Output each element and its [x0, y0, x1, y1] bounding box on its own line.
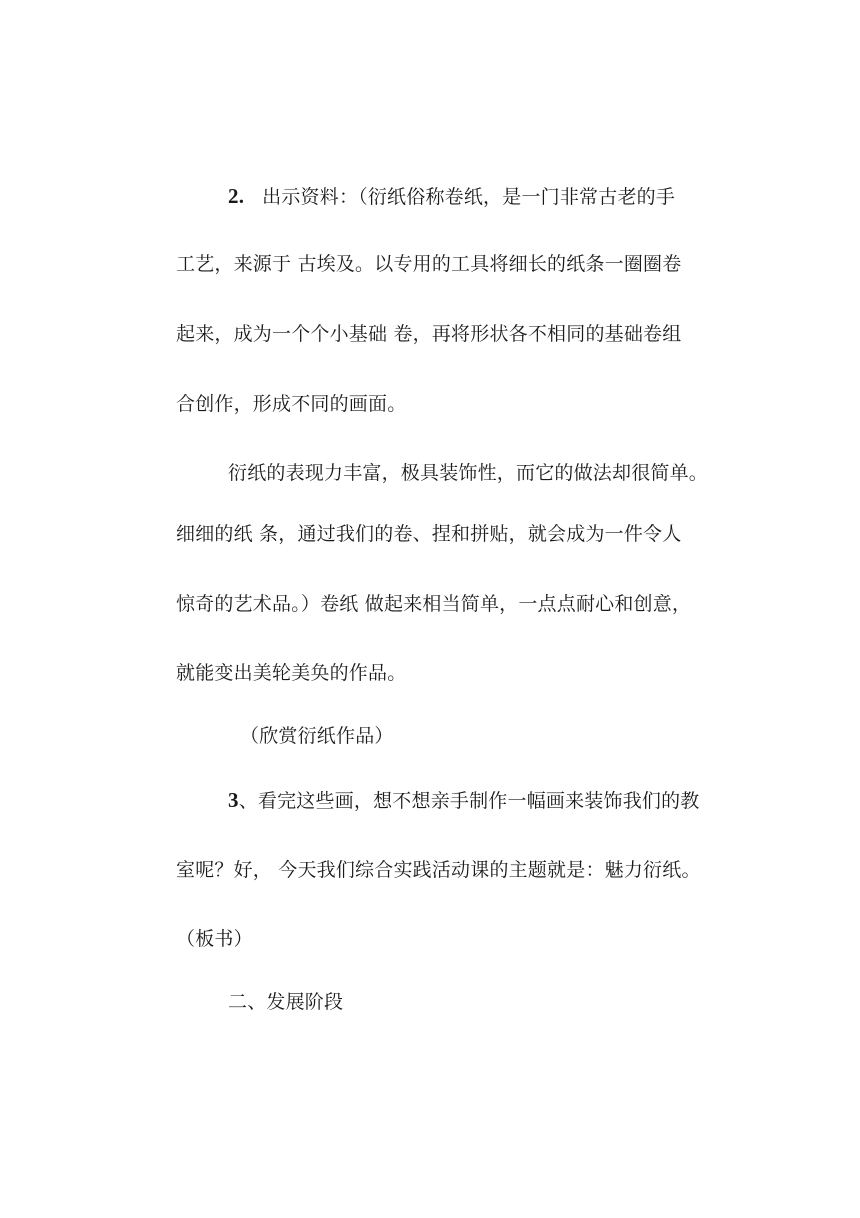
paragraph-2-line-4: 就能变出美轮美奂的作品。: [176, 662, 407, 684]
item-2-number: 2.: [228, 184, 245, 208]
item-3-text-1: 、看完这些画，想不想亲手制作一幅画来装饰我们的教: [238, 790, 700, 812]
item-3-line-2: 室呢？好， 今天我们综合实践活动课的主题就是：魅力衍纸。: [176, 859, 701, 881]
item-3-line-1: [228, 788, 700, 813]
item-3-number: 3: [228, 788, 239, 812]
appreciate-note: （欣赏衍纸作品）: [240, 725, 394, 747]
item-2-line-1: [228, 184, 675, 209]
item-2-line-3: 起来，成为一个个小基础 卷，再将形状各不相同的基础卷组: [176, 323, 682, 345]
paragraph-2-line-2: 细细的纸 条，通过我们的卷、捏和拼贴，就会成为一件令人: [176, 523, 682, 545]
item-2-text-1: 出示资料：（衍纸俗称卷纸，是一门非常古老的手: [262, 186, 676, 208]
item-2-line-4: 合创作，形成不同的画面。: [176, 393, 407, 415]
item-3-line-3: （板书）: [176, 928, 253, 950]
paragraph-2-line-3: 惊奇的艺术品。）卷纸 做起来相当简单，一点点耐心和创意，: [176, 593, 692, 615]
paragraph-2-line-1: 衍纸的表现力丰富，极具装饰性，而它的做法却很简单。: [228, 462, 709, 484]
section-2-heading: 二、发展阶段: [228, 991, 344, 1013]
item-2-line-2: 工艺，来源于 古埃及。以专用的工具将细长的纸条一圈圈卷: [176, 253, 682, 275]
